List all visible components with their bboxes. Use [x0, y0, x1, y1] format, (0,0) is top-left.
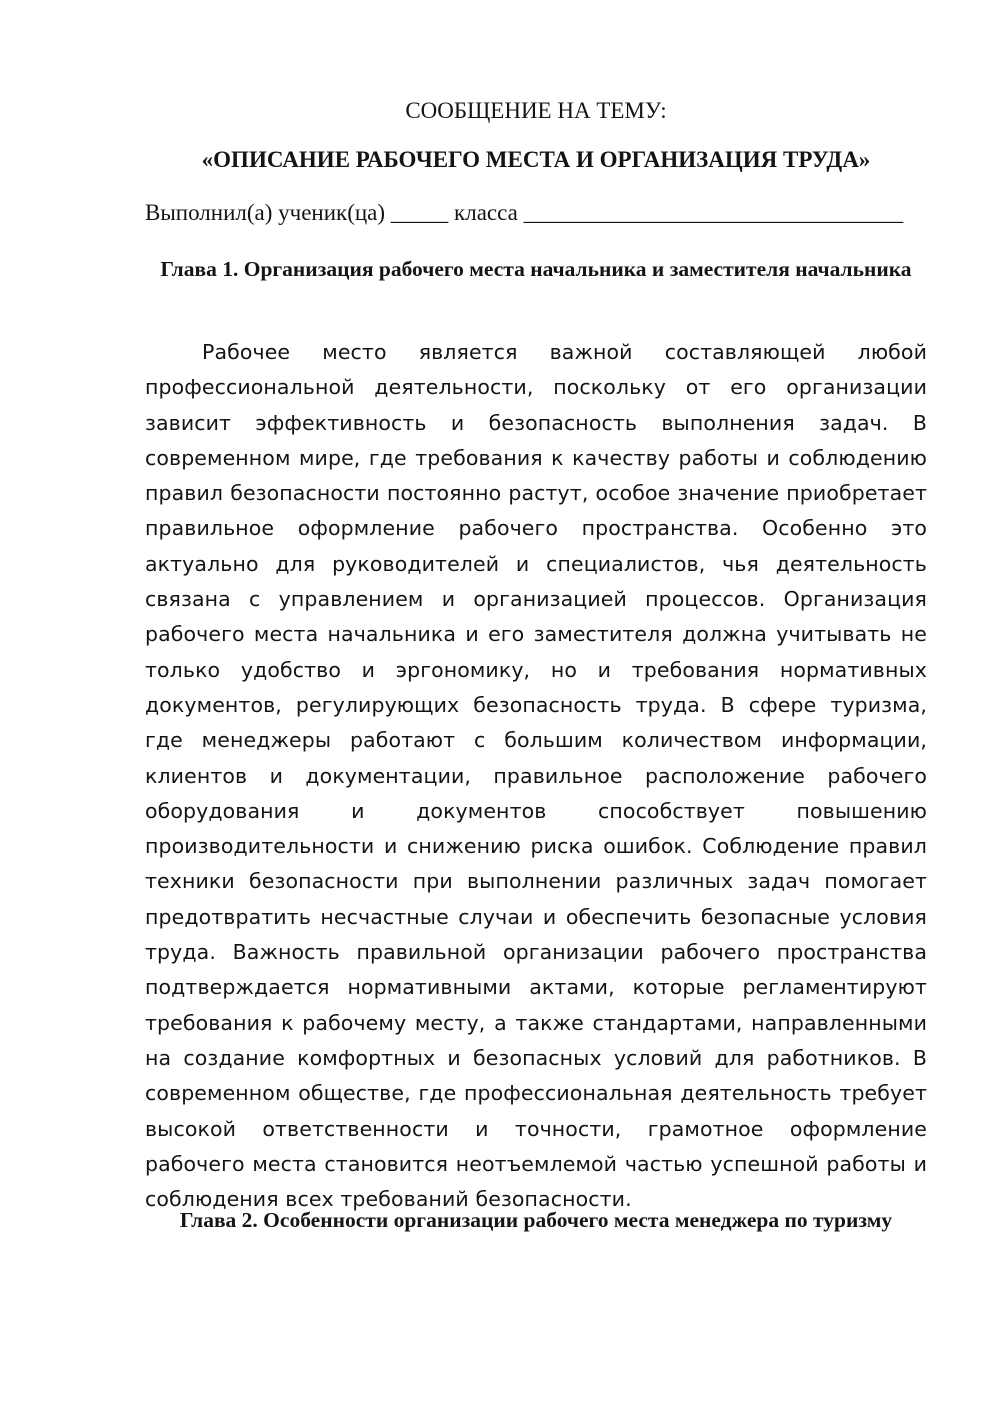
chapter-2-heading: Глава 2. Особенности организации рабочего места менеджера по туризму: [179, 1208, 893, 1232]
author-line: Выполнил(а) ученик(ца) _____ класса _________________________________: [145, 200, 904, 225]
document-title: «ОПИСАНИЕ РАБОЧЕГО МЕСТА И ОРГАНИЗАЦИЯ ТРУДА»: [201, 147, 871, 172]
chapter-1-paragraph: Рабочее место является важной составляющей любой профессиональной деятельности, поскольку от его организации зависит эффективность и безопасность выполнения задач. В современном мире, где требования к качеству работы и соблюдению правил безопасности постоянно растут, особое значение приобретает правильное оформление рабочего пространства. Особенно это актуально для руководителей и специалистов, чья деятельность связана с управлением и организацией процессов. Организация рабочего места начальника и его заместителя должна учитывать не только удобство и эргономику, но и требования нормативных документов, регулирующих безопасность труда. В сфере туризма, где менеджеры работают с большим количеством информации, клиентов и документации, правильное расположение рабочего оборудования и документов способствует повышению производительности и снижению риска ошибок. Соблюдение правил техники безопасности при выполнении различных задач помогает предотвратить несчастные случаи и обеспечить безопасные условия труда. Важность правильной организации рабочего пространства подтверждается нормативными актами, которые регламентируют требования к рабочему месту, а также стандартами, направленными на создание комфортных и безопасных условий для работников. В современном обществе, где профессиональная деятельность требует высокой ответственности и точности, грамотное оформление рабочего места становится неотъемлемой частью успешной работы и соблюдения всех требований безопасности.: [145, 340, 927, 1212]
chapter-1-heading: Глава 1. Организация рабочего места начальника и заместителя начальника: [160, 257, 912, 281]
document-topic-line: СООБЩЕНИЕ НА ТЕМУ:: [405, 98, 667, 123]
